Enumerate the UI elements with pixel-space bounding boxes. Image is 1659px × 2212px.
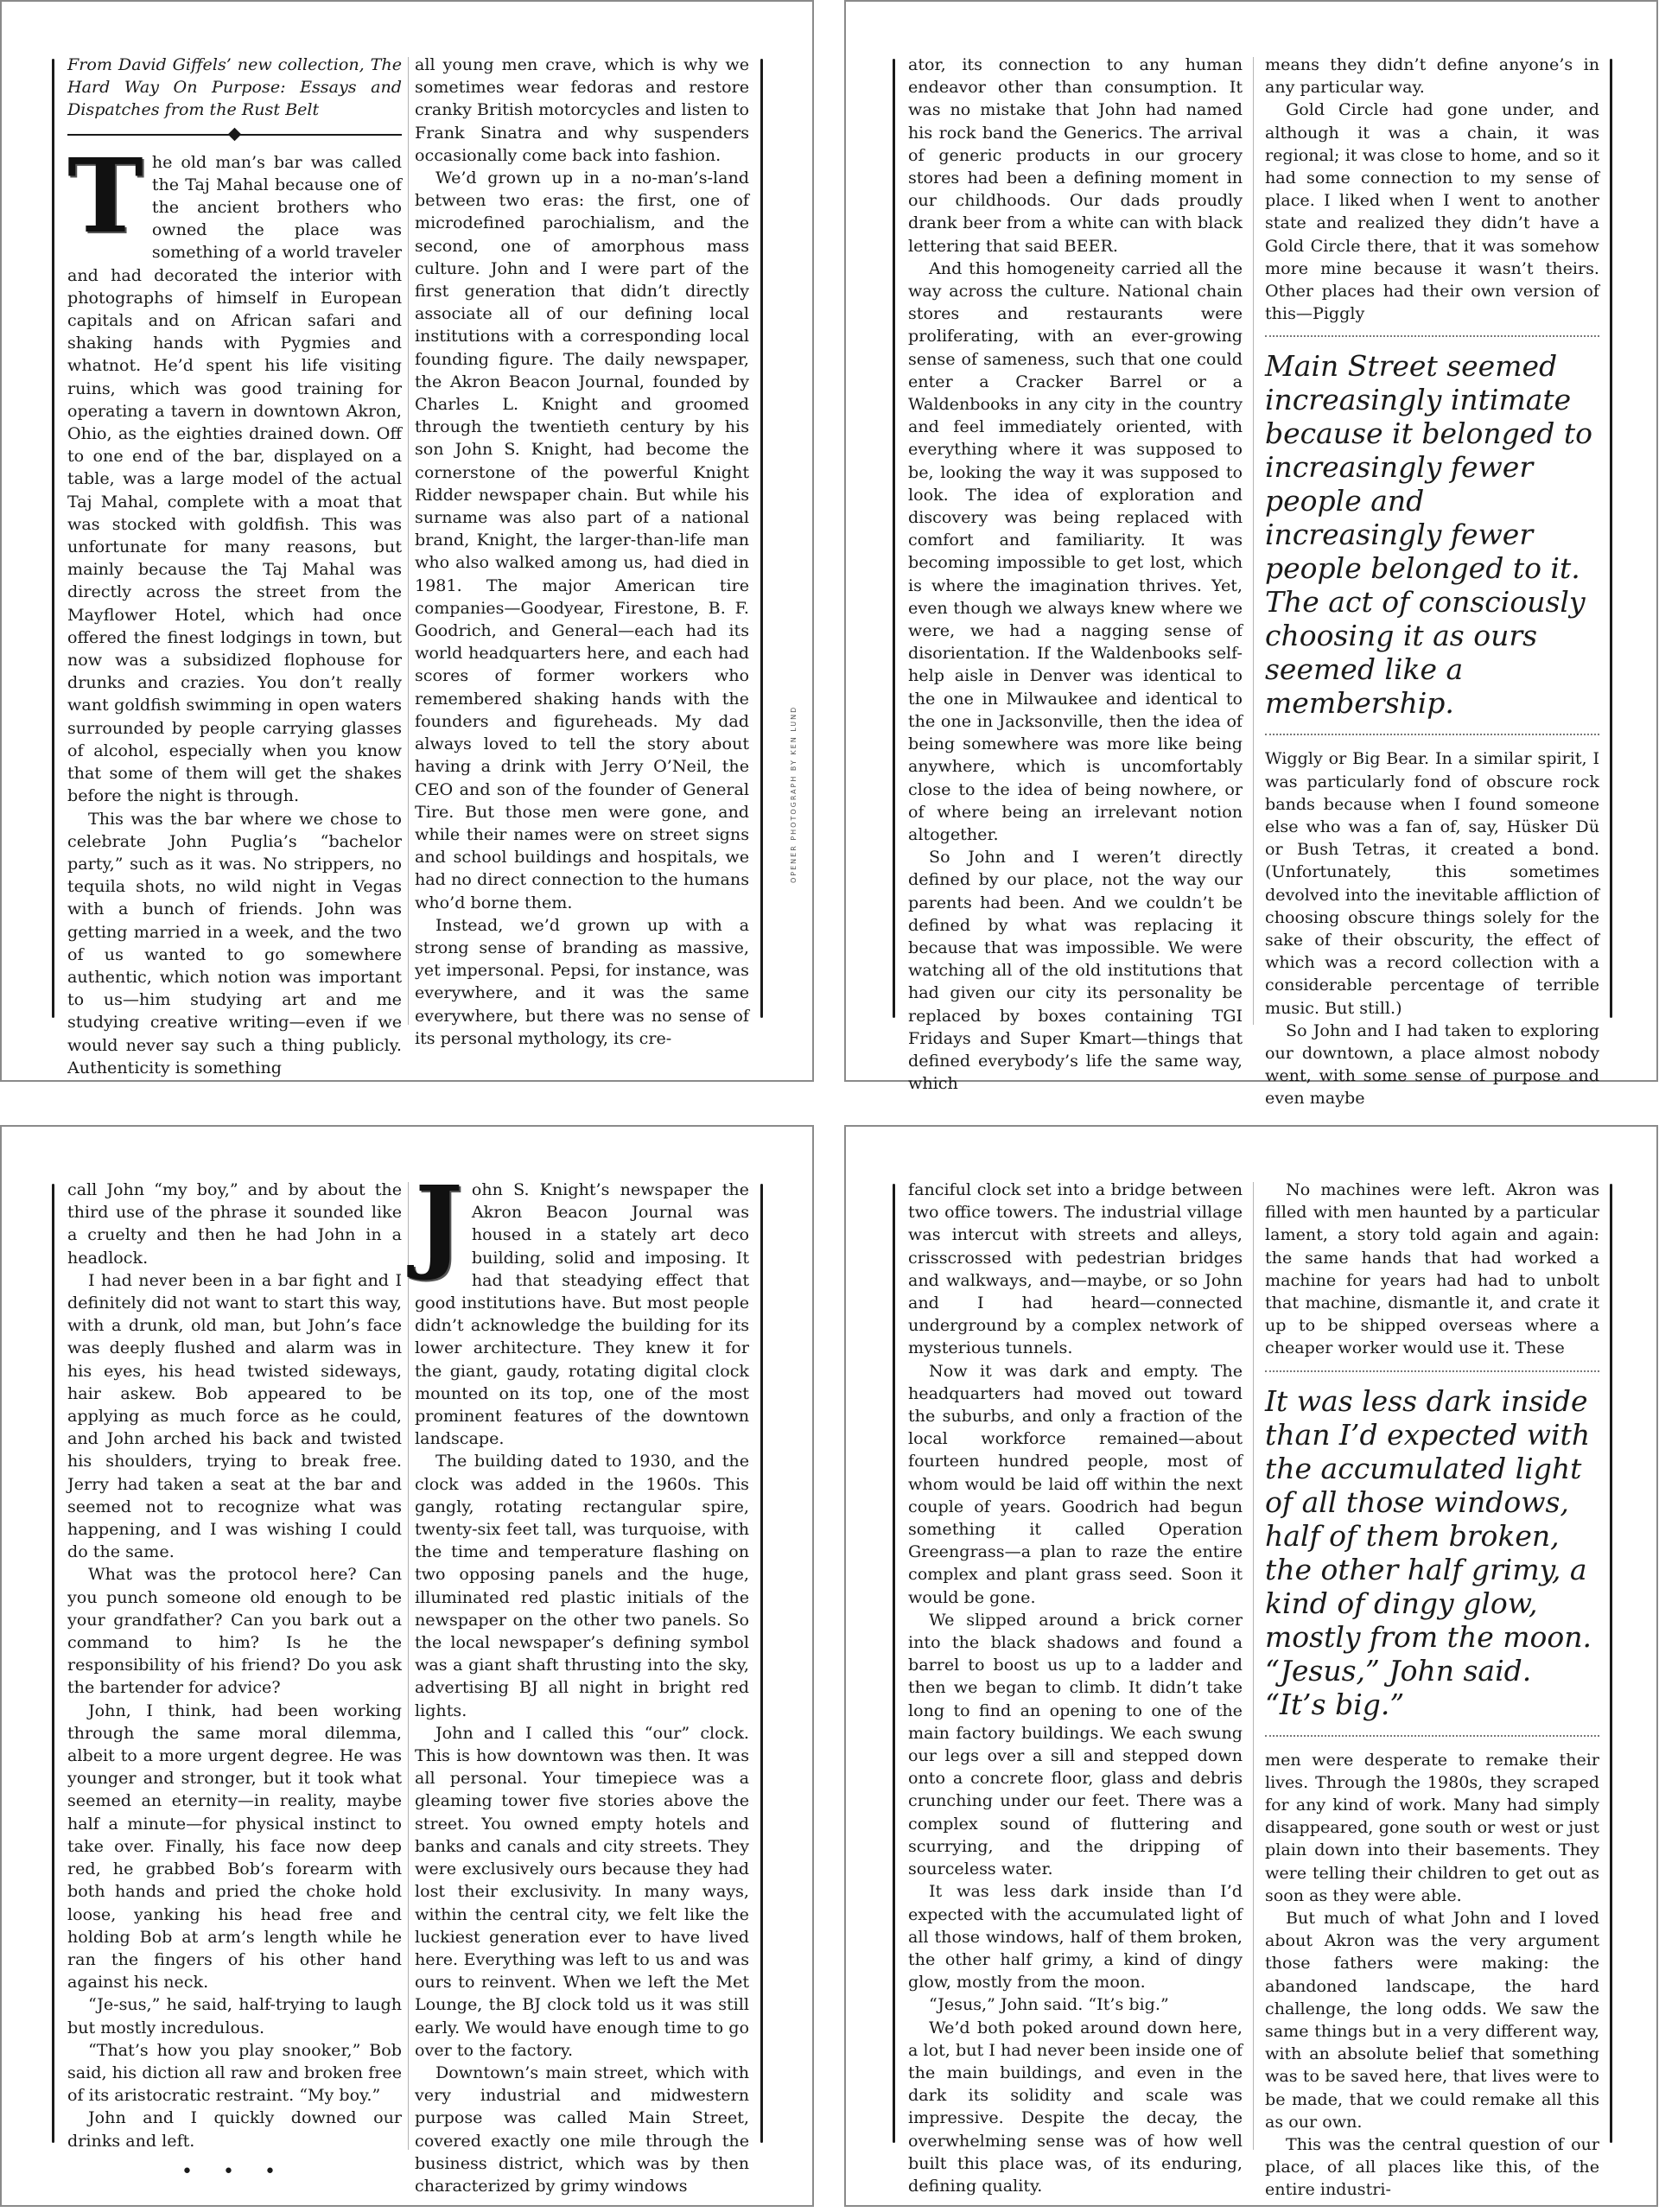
paragraph-text: ohn S. Knight’s newspaper the Akron Beacon Journal was housed in a stately art deco building, solid and imposing. It had that steadying effect that good institutions have. But most people didn’t acknowledge the building for its lower architecture. They knew it for the giant, gaudy, rotating digital clock mounted on its top, one of the most prominent features of the downtown landscape.	[415, 1179, 749, 1449]
left-margin-rule	[52, 1184, 54, 2143]
page4-left-column	[908, 1179, 1243, 2196]
paragraph: What was the protocol here? Can you punch someone old enough to be your grandfather? Can you bark out a command to him? Is he the responsibility of his friend? Do you ask the bartender for advice?	[67, 1564, 402, 1698]
paragraph: And this homogeneity carried all the way across the culture. National chain stores and restaurants were proliferating, with an ever-growing sense of sameness, such that one could enter a Cracker Barrel or a Waldenbooks in any city in the country and feel immediately oriented, with everything where it was supposed to be, looking the way it was supposed to look. The idea of exploration and discovery was being replaced with comfort and familiarity. It was becoming impossible to get lost, which is where the imagination thrives. Yet, even though we always knew where we were, we had a nagging sense of disorientation. If the Waldenbooks self-help aisle in Denver was identical to the one in Milwaukee and identical to the one in Jacksonville, then the idea of being somewhere was more like being anywhere, which is uncomfortably close to the idea of being nowhere, or of where being an irrelevant notion altogether.	[908, 257, 1243, 844]
paragraph: Instead, we’d grown up with a strong sense of branding as massive, yet impersonal. Pepsi, for instance, was everywhere, and it was the same everywhere, but there was no sense of its personal mythology, its cre-	[415, 914, 749, 1048]
paragraph: means they didn’t define anyone’s in any particular way.	[1265, 54, 1599, 98]
paragraph: I had never been in a bar fight and I definitely did not want to start this way, with a drunk, old man, but John’s face was deeply flushed and alarm was in his eyes, his head twisted sideways, hair askew. Bob appeared to be applying as much force as he could, and John arched his back and twisted his shoulders, trying to break free. Jerry had taken a seat at the bar and seemed not to recognize what was happening, and I was wishing I could do the same.	[67, 1269, 402, 1562]
right-margin-rule	[1610, 59, 1612, 1018]
column-divider	[408, 1182, 409, 2150]
paragraph: It was less dark inside than I’d expected with the accumulated light of all those windows, half of them broken, the other half grimy, a kind of dingy glow, mostly from the moon.	[908, 1881, 1243, 1993]
section-break: • • •	[181, 2160, 288, 2183]
pull-quote: It was less dark inside than I’d expected with the accumulated light of all those windows, half of them broken, the other half grimy, a kind of dingy glow, mostly from the moon. “Jesus,” John said. “It’s big.”	[1265, 1370, 1599, 1737]
paragraph: call John “my boy,” and by about the third use of the phrase it sounded like a cruelty and then he had John in a headlock.	[67, 1179, 402, 1268]
right-margin-rule	[1610, 1184, 1612, 2143]
paragraph: “Jesus,” John said. “It’s big.”	[929, 1994, 1169, 2015]
paragraph: This was the central question of our place, of all places like this, of the entire industri-	[1265, 2134, 1599, 2200]
page3-right-column	[415, 1163, 749, 2196]
ornament-divider	[67, 127, 402, 143]
paragraph: Wiggly or Big Bear. In a similar spirit, I was particularly fond of obscure rock bands because when I found someone else who was a fan of, say, Hüsker Dü or Bush Tetras, it created a bond. (Unfortunately, this sometimes devolved into the inevitable affliction of choosing obscure things solely for the sake of their obscurity, the effect of which was a record collection with a considerable percentage of terrible music. But still.)	[1265, 748, 1599, 1018]
paragraph: So John and I weren’t directly defined by our place, not the way our parents had been. And we couldn’t be defined by what was replacing it because that was impossible. We were watching all of the old institutions that had given our city its personality be replaced by boxes containing TGI Fridays and Super Kmart—things that defined everybody’s life the same way, which	[908, 847, 1243, 1094]
column-divider	[408, 57, 409, 1025]
intro-prefix: From David Giffels’ new collection,	[67, 54, 371, 74]
page3-left-column	[67, 1179, 402, 2183]
page-2	[844, 0, 1658, 1109]
page4-right-column	[1265, 1179, 1599, 2200]
drop-cap: T	[67, 135, 143, 256]
intro-book-title: The Hard Way On Purpose: Essays and Dispatches from the Rust Belt	[67, 54, 402, 120]
paragraph: So John and I had taken to exploring our downtown, a place almost nobody went, with some sense of purpose and even maybe	[1265, 1020, 1599, 1109]
right-margin-rule	[760, 1184, 763, 2143]
column-divider	[1253, 57, 1254, 1025]
paragraph: We slipped around a brick corner into the black shadows and found a barrel to boost us up to a ladder and then we began to climb. It didn’t take long to find an opening to one of the main factory buildings. We each swung our legs over a sill and stepped down onto a concrete floor, glass and debris crunching under our feet. There was a complex sound of fluttering and scurrying, and the dripping of sourceless water.	[908, 1609, 1243, 1879]
page2-right-column	[1265, 54, 1599, 1109]
paragraph: The building dated to 1930, and the clock was added in the 1960s. This gangly, rotating rectangular spire, twenty-six feet tall, was turquoise, with the time and temperature flashing on two opposing panels and the huge, illuminated red plastic initials of the newspaper on the other two panels. So the local newspaper’s defining symbol was a giant shaft thrusting into the sky, advertising BJ all night in bright red lights.	[415, 1451, 749, 1720]
column-divider	[1253, 1182, 1254, 2150]
page1-left-column	[67, 54, 402, 1077]
paragraph: No machines were left. Akron was filled with men haunted by a particular lament, a story told again and again: the same hands that had worked a machine for years had had to unbolt that machine, dismantle it, and crate it up to be shipped overseas where a cheaper worker would use it. These	[1265, 1179, 1599, 1358]
paragraph	[67, 135, 402, 808]
right-margin-rule	[760, 59, 763, 1018]
intro-credit	[67, 54, 402, 122]
paragraph: We’d grown up in a no-man’s-land between two eras: the first, one of microdefined parochialism, and the second, one of amorphous mass culture. John and I were part of the first generation that didn’t directly associate all of our defining local institutions with a corresponding local founding figure. The daily newspaper, the Akron Beacon Journal, founded by Charles L. Knight and groomed through the twentieth century by his son John S. Knight, had become the cornerstone of the powerful Knight Ridder newspaper chain. But while his surname was also part of a national brand, Knight, the larger-than-life man who also walked among us, had died in 1981. The major American tire companies—Goodyear, Firestone, B. F. Goodrich, and General—each had its world headquarters here, and each had scores of former workers who remembered shaking hands with the founders and figureheads. My dad always loved to tell the story about having a drink with Jerry O’Neil, the CEO and son of the founder of General Tire. But those men were gone, and while their names were on street signs and school buildings and hospitals, we had no direct connection to the humans who’d borne them.	[415, 168, 749, 912]
paragraph: fanciful clock set into a bridge between two office towers. The industrial village was intercut with streets and alleys, crisscrossed with pedestrian bridges and walkways, and—maybe, or so John and I had heard—connected underground by a complex network of mysterious tunnels.	[908, 1179, 1243, 1358]
page1-right-column	[415, 54, 749, 1048]
left-margin-rule	[52, 59, 54, 1018]
paragraph: Gold Circle had gone under, and although it was a chain, it was regional; it was close to home, and so it had some connection to my sense of place. I liked when I went to another state and realized they didn’t have a Gold Circle there, that it was somehow more mine because it wasn’t theirs. Other places had their own version of this—Piggly	[1265, 99, 1599, 324]
page-3	[0, 1125, 814, 2207]
paragraph: Now it was dark and empty. The headquarters had moved out toward the suburbs, and only a fraction of the local workforce remained—about fourteen hundred people, most of whom would be laid off within the next couple of years. Goodrich had begun something it called Operation Greengrass—a plan to raze the entire complex and plant grass seed. Soon it would be gone.	[908, 1360, 1243, 1607]
paragraph: ator, its connection to any human endeavor other than consumption. It was no mistake that John had named his rock band the Generics. The arrival of generic products in our grocery stores had been a defining moment in our childhoods. Our dads proudly drank beer from a white can with black lettering that said BEER.	[908, 54, 1243, 256]
page2-left-column	[908, 54, 1243, 1094]
paragraph: This was the bar where we chose to celebrate John Puglia’s “bachelor party,” such as it was. No strippers, no tequila shots, no wild night in Vegas with a bunch of friends. John was getting married in a week, and the two of us wanted to go somewhere authentic, which notion was important to us—him studying art and me studying creative writing—even if we would never say such a thing publicly. Authenticity is something	[67, 808, 402, 1077]
paragraph: men were desperate to remake their lives. Through the 1980s, they scraped for any kind of work. Many had simply disappeared, gone south or west or just plain down into their basements. They were telling their children to get out as soon as they were able.	[1265, 1749, 1599, 1905]
paragraph: But much of what John and I loved about Akron was the very argument those fathers were making: the abandoned landscape, the hard challenge, the long odds. We saw the same things but in a very different way, with an absolute belief that something was to be saved here, that lives were to be made, that we could remake all this as our own.	[1265, 1908, 1599, 2132]
paragraph: John and I called this “our” clock. This is how downtown was then. It was all personal. Your timepiece was a gleaming tower five stories above the street. You owned empty hotels and banks and canals and city streets. They were exclusively ours because they had lost their exclusivity. In many ways, within the central city, we felt like the luckiest generation ever to have lived here. Everything was left to us and was ours to reinvent. When we left the Met Lounge, the BJ clock told us it was still early. We would have enough time to go over to the factory.	[415, 1722, 749, 2060]
paragraph-text: he old man’s bar was called the Taj Mahal because one of the ancient brothers who owned the place was something of a world traveler and had decorated the interior with photographs of himself in European capitals and on African safari and shaking hands with Pygmies and whatnot. He’d spent his life visiting ruins, which was good training for operating a tavern in downtown Akron, Ohio, as the eighties drained down. Off to one end of the bar, displayed on a table, was a large model of the actual Taj Mahal, complete with a moat that was stocked with goldfish. This was unfortunate for many reasons, but mainly because the Taj Mahal was directly across the street from the Mayflower Hotel, which had once offered the finest lodgings in town, but now was a subsidized flophouse for drunks and crazies. You don’t really want goldfish swimming in open waters surrounded by people carrying glasses of alcohol, especially when you know that some of them will get the shakes before the night is through.	[67, 151, 402, 806]
page-4	[844, 1125, 1658, 2207]
paragraph: “That’s how you play snooker,” Bob said, his diction all raw and broken free of its aristocratic restraint. “My boy.”	[67, 2039, 402, 2106]
drop-cap: J	[415, 1163, 463, 1283]
paragraph: all young men crave, which is why we sometimes wear fedoras and restore cranky British motorcycles and listen to Frank Sinatra and why suspenders occasionally come back into fashion.	[415, 54, 749, 165]
paragraph: John, I think, had been working through the same moral dilemma, albeit to a more urgent degree. He was younger and stronger, but it took what seemed an eternity—in reality, maybe half a minute—for physical instinct to take over. Finally, his face now deep red, he grabbed Bob’s forearm with both hands and pried the choke hold loose, yanking his head free and holding Bob at arm’s length while he ran the fingers of his other hand against his neck.	[67, 1700, 402, 1993]
paragraph: John and I quickly downed our drinks and left.	[67, 2107, 402, 2151]
photo-credit: OPENER PHOTOGRAPH BY KEN LUND	[790, 705, 798, 883]
left-margin-rule	[893, 1184, 895, 2143]
page-1	[0, 0, 814, 1082]
paragraph: Downtown’s main street, which with very industrial and midwestern purpose was called Main Street, covered exactly one mile through the business district, which was by then characterized by grimy windows	[415, 2062, 749, 2196]
pull-quote: Main Street seemed increasingly intimate because it belonged to increasingly fewer people and increasingly fewer people belonged to it. The act of consciously choosing it as ours seemed like a membership.	[1265, 335, 1599, 735]
paragraph: We’d both poked around down here, a lot, but I had never been inside one of the main buildings, and even in the dark its solidity and scale was impressive. Despite the decay, the overwhelming sense was of how well built this place was, of its enduring, defining quality.	[908, 2017, 1243, 2196]
paragraph	[415, 1163, 749, 1450]
paragraph: “Je-sus,” he said, half-trying to laugh but mostly incredulous.	[67, 1994, 402, 2037]
left-margin-rule	[893, 59, 895, 1018]
